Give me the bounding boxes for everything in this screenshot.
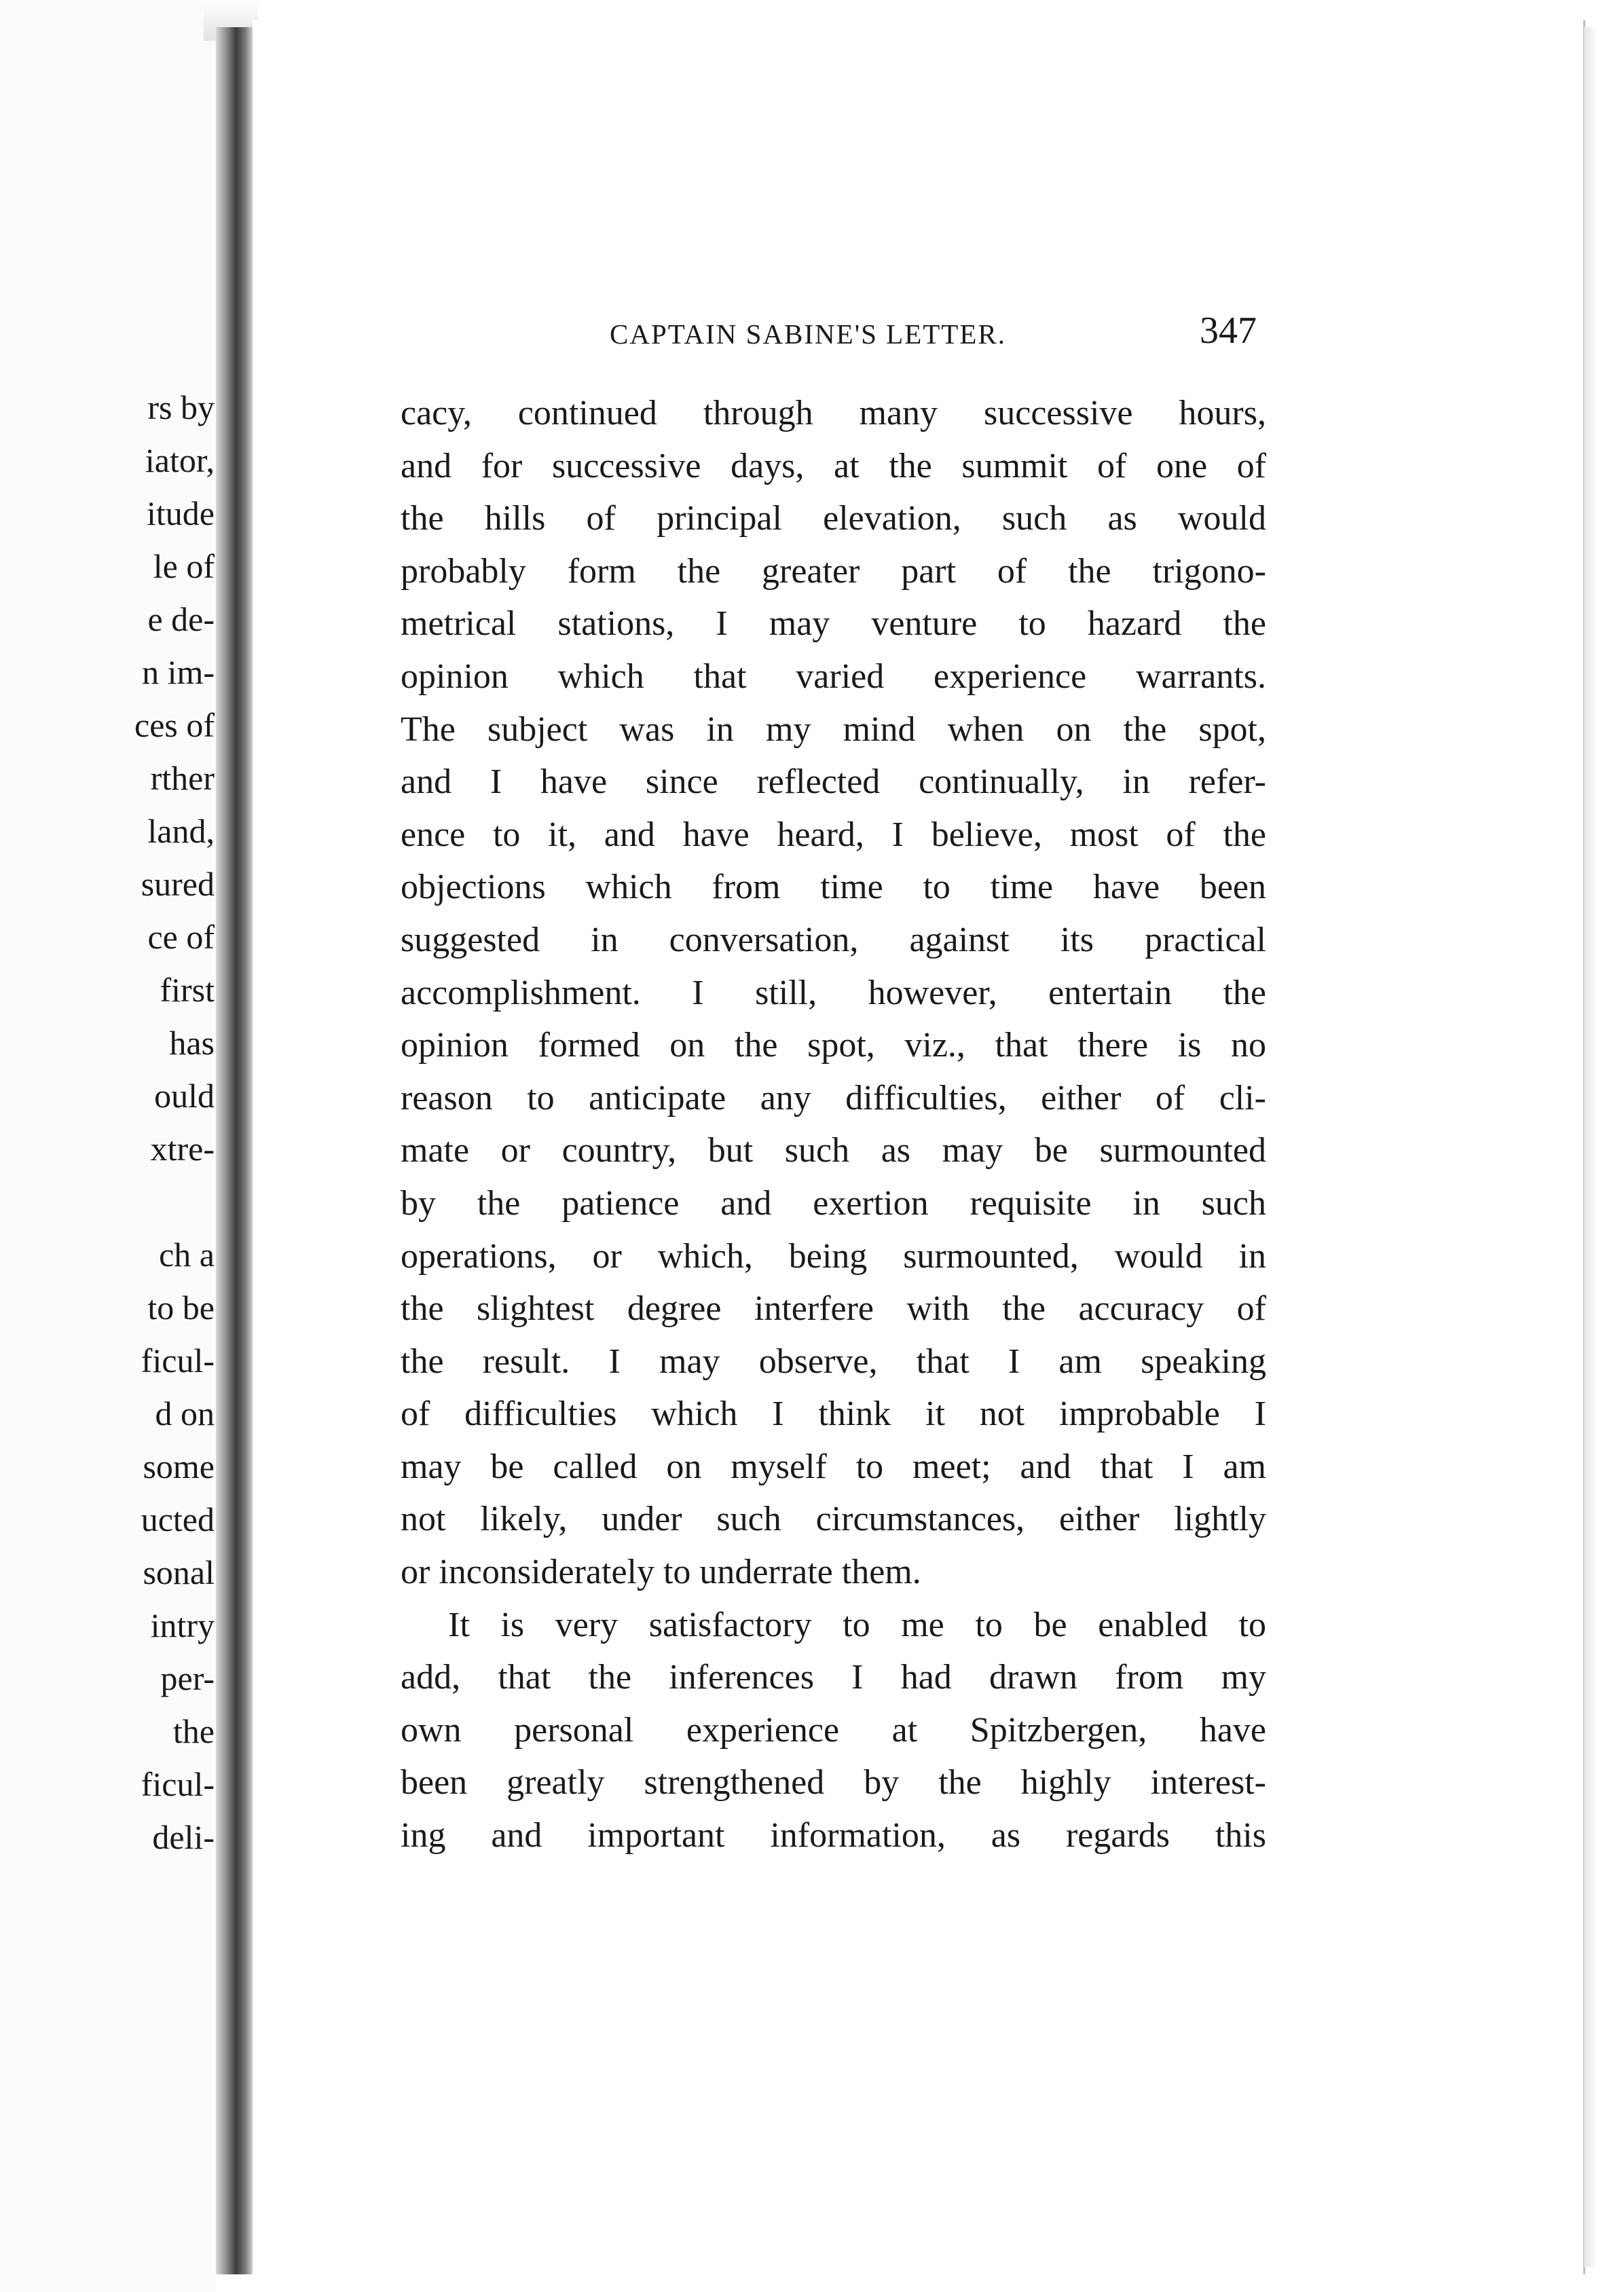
- text-line: not likely, under such circumstances, either lightly: [401, 1500, 1266, 1539]
- text-line: operations, or which, being surmounted, would in: [401, 1236, 1266, 1276]
- text-line: ence to it, and have heard, I believe, most of the: [401, 815, 1266, 854]
- text-line: add, that the inferences I had drawn from my: [401, 1658, 1266, 1697]
- left-line: itude: [147, 494, 215, 532]
- left-line: ces of: [134, 706, 215, 744]
- left-line: deli-: [152, 1818, 215, 1856]
- text-line: metrical stations, I may venture to hazard the: [401, 604, 1266, 644]
- text-line: objections which from time to time have been: [401, 868, 1266, 907]
- text-line: accomplishment. I still, however, entertain the: [401, 973, 1266, 1012]
- left-line: sonal: [143, 1553, 215, 1591]
- text-line: by the patience and exertion requisite in such: [401, 1183, 1266, 1223]
- text-line: reason to anticipate any difficulties, either of cli-: [401, 1078, 1266, 1117]
- text-line: and I have since reflected continually, in refer-: [401, 762, 1266, 802]
- left-line: sured: [141, 865, 215, 903]
- left-line: rs by: [147, 388, 215, 426]
- text-line: the hills of principal elevation, such as would: [401, 499, 1266, 538]
- left-line: land,: [147, 812, 215, 850]
- page-number: 347: [1200, 310, 1257, 352]
- text-line: opinion formed on the spot, viz., that there is no: [401, 1026, 1266, 1065]
- book-gutter: [216, 27, 253, 2274]
- left-line: e de-: [147, 600, 215, 638]
- left-line: the: [172, 1712, 215, 1750]
- left-line: n im-: [142, 653, 215, 691]
- left-line: some: [143, 1447, 215, 1485]
- left-line: rther: [150, 759, 215, 797]
- text-line: and for successive days, at the summit of one of: [401, 446, 1266, 485]
- left-line: to be: [147, 1289, 215, 1327]
- left-line: intry: [150, 1606, 215, 1644]
- left-line: ce of: [147, 918, 215, 956]
- text-line: been greatly strengthened by the highly interest-: [401, 1763, 1266, 1803]
- text-line: ing and important information, as regards this: [401, 1816, 1266, 1855]
- text-line: the slightest degree interfere with the accuracy of: [401, 1289, 1266, 1329]
- text-line: cacy, continued through many successive hours,: [401, 394, 1266, 432]
- left-line: ch a: [159, 1236, 215, 1274]
- text-line: opinion which that varied experience warrants.: [401, 657, 1266, 696]
- text-line: the result. I may observe, that I am speaking: [401, 1342, 1266, 1381]
- page-edge-shadow: [1584, 27, 1598, 2268]
- left-line: ficul-: [141, 1765, 215, 1803]
- left-line: ould: [154, 1077, 215, 1115]
- text-line: The subject was in my mind when on the spot,: [401, 709, 1266, 749]
- left-line: d on: [155, 1394, 215, 1432]
- left-line: iator,: [145, 441, 215, 479]
- left-line: ficul-: [141, 1342, 215, 1380]
- body-text: [401, 387, 1266, 1862]
- paragraph-first-line: It is very satisfactory to me to be enabled to: [448, 1605, 1266, 1644]
- text-line: own personal experience at Spitzbergen, have: [401, 1710, 1266, 1750]
- text-line: suggested in conversation, against its practical: [401, 920, 1266, 959]
- text-line: probably form the greater part of the trigono-: [401, 551, 1266, 591]
- text-line: mate or country, but such as may be surmounted: [401, 1131, 1266, 1170]
- left-line: xtre-: [150, 1130, 215, 1168]
- left-line: le of: [153, 547, 215, 585]
- left-line: per-: [160, 1659, 215, 1697]
- running-head: CAPTAIN SABINE'S LETTER.: [610, 318, 1006, 350]
- text-line: may be called on myself to meet; and that I am: [401, 1447, 1266, 1486]
- paragraph-last-line: or inconsiderately to underrate them.: [401, 1553, 921, 1592]
- left-line: ucted: [141, 1500, 215, 1538]
- text-line: of difficulties which I think it not improbable I: [401, 1394, 1266, 1434]
- left-line: has: [169, 1024, 215, 1062]
- left-line: first: [160, 971, 215, 1009]
- left-page-fragment: [0, 0, 216, 2292]
